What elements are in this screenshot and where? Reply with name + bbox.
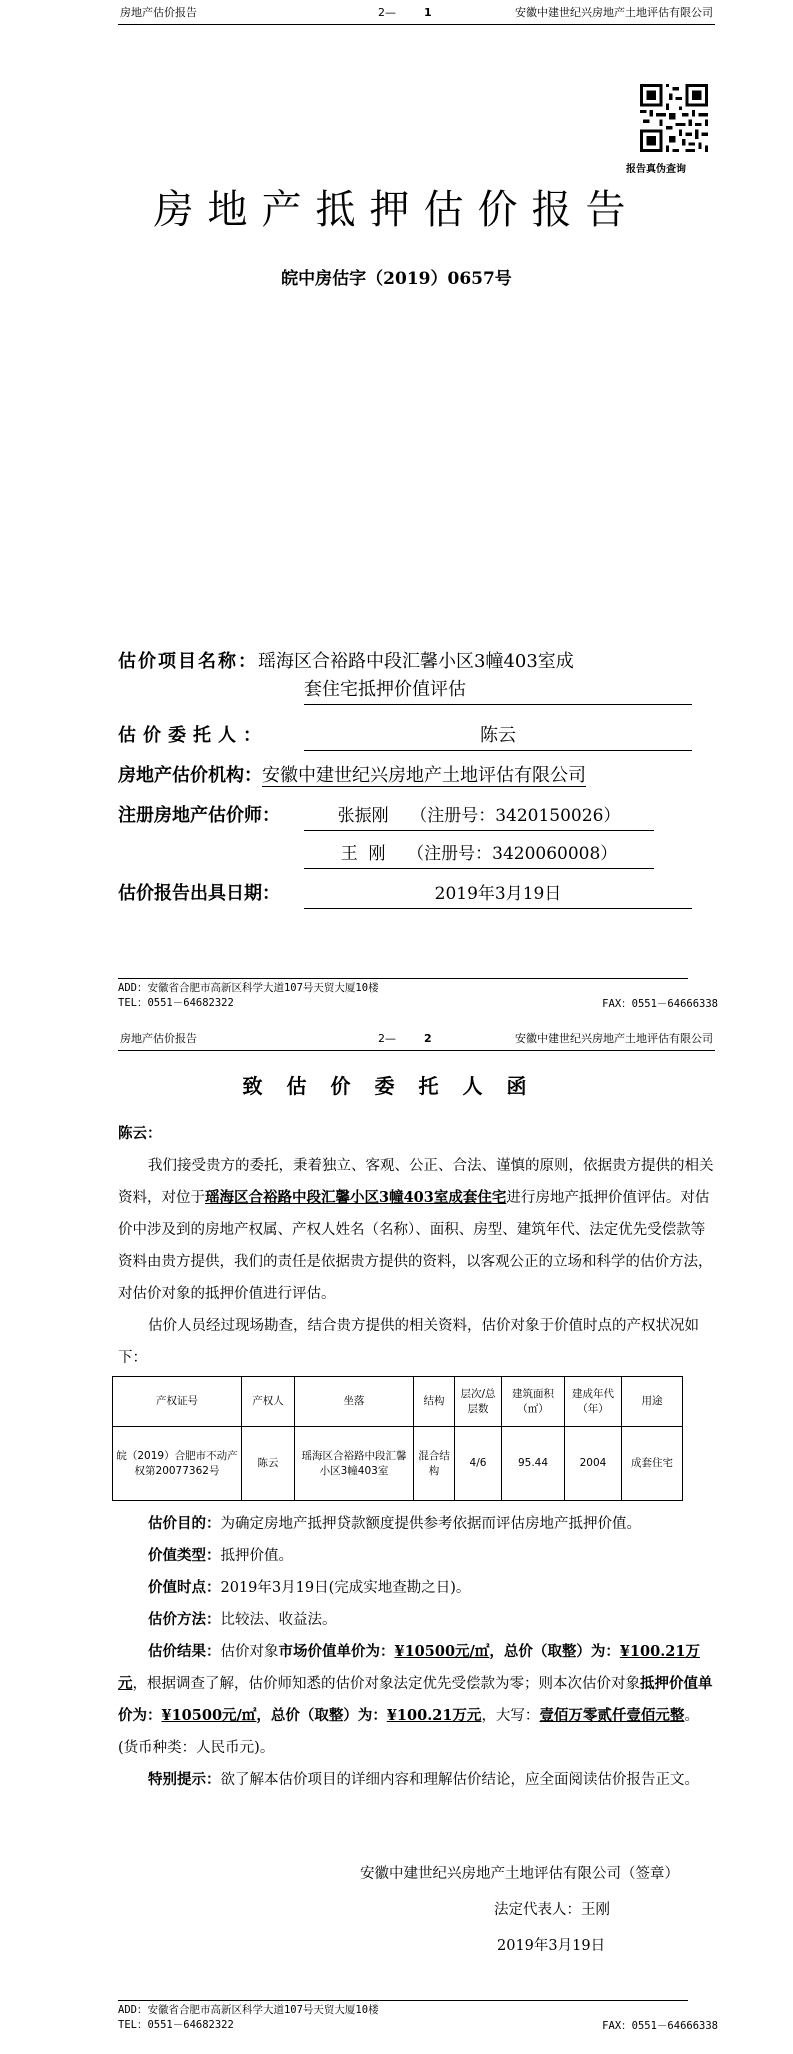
letter-paragraph-2: 估价人员经过现场勘查，结合贵方提供的相关资料，估价对象于价值时点的产权状况如下：	[118, 1318, 699, 1366]
qr-code[interactable]	[640, 84, 708, 152]
footer-address: ADD：安徽省合肥市高新区科学大道107号天贸大厦10楼	[118, 2004, 379, 2016]
table-header: 层次/总层数	[455, 1377, 502, 1427]
project-name-value-1: 瑶海区合裕路中段汇馨小区3幢403室成	[258, 651, 574, 672]
signature-date: 2019年3月19日	[497, 1938, 606, 1954]
table-header: 建成年代（年）	[565, 1377, 622, 1427]
client-label: 估价委托人：	[118, 725, 268, 746]
table-cell: 陈云	[242, 1427, 295, 1501]
appraiser-2: 王 刚 （注册号：3420060008）	[340, 844, 618, 864]
client-value-box	[304, 722, 692, 751]
letter-paragraph-1: 我们接受贵方的委托，秉着独立、客观、公正、合法、谨慎的原则，依据贵方提供的相关资料，对位于瑶海区合裕路中段汇馨小区3幢403室成套住宅进行房地产抵押价值评估。对估价中涉及到的房地产权属、产权人姓名（名称）、面积、房型、建筑年代、法定优先受偿款等资料由贵方提供，我们的责任是依据贵方提供的资料，以客观公正的立场和科学的估价方法，对估价对象的抵押价值进行评估。	[118, 1158, 714, 1302]
table-cell: 瑶海区合裕路中段汇馨小区3幢403室	[295, 1427, 414, 1501]
legal-representative: 法定代表人：王刚	[494, 1902, 610, 1918]
mortgage-unit-price: ¥10500元/㎡	[161, 1707, 257, 1724]
table-header-row	[113, 1377, 683, 1427]
table-cell: 混合结构	[414, 1427, 455, 1501]
document-number: 皖中房估字（2019）0657号	[281, 269, 512, 289]
property-address: 瑶海区合裕路中段汇馨小区3幢403室成套住宅	[205, 1189, 507, 1206]
date-label: 估价报告出具日期：	[118, 883, 280, 904]
table-cell: 95.44	[502, 1427, 565, 1501]
footer-tel: TEL：0551－64682322	[118, 2019, 234, 2031]
page1-header	[118, 4, 715, 25]
project-name-row-2	[304, 676, 692, 705]
appraiser-1: 张振刚 （注册号：3420150026）	[337, 806, 621, 826]
special-note-value: 欲了解本估价项目的详细内容和理解估价结论，应全面阅读估价报告正文。	[220, 1772, 699, 1788]
date-value: 2019年3月19日	[434, 884, 562, 904]
client-value: 陈云	[480, 725, 516, 746]
table-header: 用途	[622, 1377, 683, 1427]
agency-value: 安徽中建世纪兴房地产土地评估有限公司	[262, 765, 586, 786]
appraiser-label: 注册房地产估价师：	[118, 805, 280, 826]
appraiser-2-box	[304, 840, 654, 869]
table-header: 建筑面积（㎡）	[502, 1377, 565, 1427]
page1-footer	[118, 978, 718, 1011]
special-note	[118, 1764, 715, 1796]
result-label: 估价结果：	[148, 1643, 221, 1660]
market-total-price: ¥100.21万元	[118, 1643, 700, 1692]
date-value-box	[304, 880, 692, 909]
footer-fax: FAX：0551－64666338	[602, 998, 718, 1010]
method-value: 比较法、收益法。	[220, 1612, 337, 1628]
table-header: 产权人	[242, 1377, 295, 1427]
signature-company: 安徽中建世纪兴房地产土地评估有限公司（签章）	[360, 1866, 679, 1882]
value-time-value: 2019年3月19日(完成实地查勘之日)。	[220, 1580, 471, 1596]
purpose-label: 估价目的：	[148, 1515, 221, 1532]
value-type-row	[118, 1540, 715, 1572]
table-cell: 4/6	[455, 1427, 502, 1501]
result-paragraph: 估价结果：估价对象市场价值单价为：¥10500元/㎡，总价（取整）为：¥100.21万元，根据调查了解，估价师知悉的估价对象法定优先受偿款为零；则本次估价对象抵押价值单价为：¥10500元/㎡，总价（取整）为：¥100.21万元，大写：壹佰万零贰仟壹佰元整。(货币种类：人民币元)。	[118, 1643, 713, 1756]
header-doc-type: 房地产估价报告	[120, 1032, 197, 1045]
header-page-number: 2— 1	[378, 6, 432, 19]
method-row	[118, 1604, 715, 1636]
table-header: 产权证号	[113, 1377, 242, 1427]
header-company: 安徽中建世纪兴房地产土地评估有限公司	[515, 1032, 713, 1045]
method-label: 估价方法：	[148, 1611, 221, 1628]
header-doc-type: 房地产估价报告	[120, 6, 197, 19]
table-header: 结构	[414, 1377, 455, 1427]
amount-in-words: 壹佰万零贰仟壹佰元整	[539, 1707, 685, 1724]
header-company: 安徽中建世纪兴房地产土地评估有限公司	[515, 6, 713, 19]
project-name-value-2: 套住宅抵押价值评估	[304, 679, 466, 700]
table-cell: 皖（2019）合肥市不动产权第20077362号	[113, 1427, 242, 1501]
letter-title: 致估价委托人函	[242, 1074, 551, 1098]
agency-label: 房地产估价机构：	[118, 765, 262, 786]
salutation: 陈云：	[118, 1125, 162, 1142]
property-table	[112, 1376, 683, 1501]
mortgage-total-price: ¥100.21万元	[386, 1707, 482, 1724]
value-time-label: 价值时点：	[148, 1579, 221, 1596]
table-row	[113, 1427, 683, 1501]
table-cell: 2004	[565, 1427, 622, 1501]
header-page-number: 2— 2	[378, 1032, 432, 1045]
purpose-row	[118, 1508, 715, 1540]
purpose-value: 为确定房地产抵押贷款额度提供参考依据而评估房地产抵押价值。	[220, 1516, 641, 1532]
table-cell: 成套住宅	[622, 1427, 683, 1501]
agency-row	[118, 762, 738, 790]
qr-label: 报告真伪查询	[626, 164, 686, 175]
value-type-value: 抵押价值。	[220, 1548, 293, 1564]
report-title: 房地产抵押估价报告	[153, 187, 640, 233]
project-name-row	[118, 648, 718, 676]
special-note-label: 特别提示：	[148, 1771, 221, 1788]
page2-header	[118, 1030, 715, 1051]
project-name-label: 估价项目名称：	[118, 651, 258, 672]
value-time-row	[118, 1572, 715, 1604]
page2-footer	[118, 2000, 718, 2033]
value-type-label: 价值类型：	[148, 1547, 221, 1564]
appraiser-1-box	[304, 802, 654, 831]
footer-address: ADD：安徽省合肥市高新区科学大道107号天贸大厦10楼	[118, 982, 379, 994]
footer-tel: TEL：0551－64682322	[118, 997, 234, 1009]
market-unit-price: ¥10500元/㎡	[394, 1643, 490, 1660]
footer-fax: FAX：0551－64666338	[602, 2020, 718, 2032]
table-header: 坐落	[295, 1377, 414, 1427]
